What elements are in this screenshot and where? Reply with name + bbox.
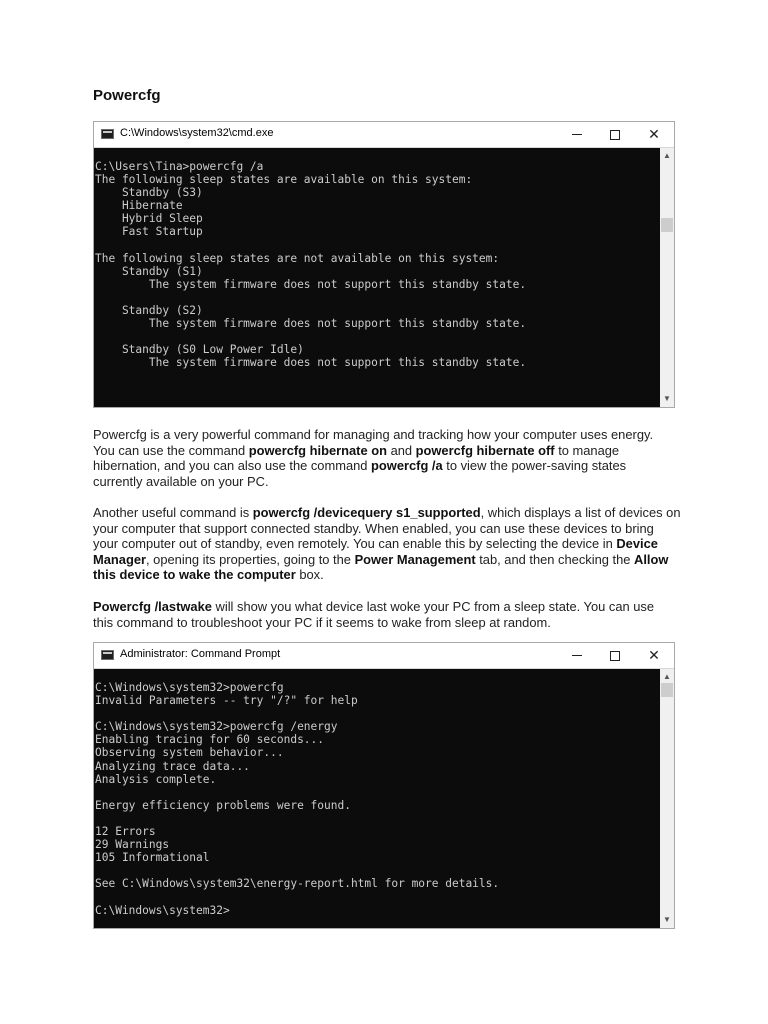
console-line xyxy=(95,812,660,825)
console-line: 12 Errors xyxy=(95,825,156,839)
device-manager-label: Device Manager xyxy=(93,536,658,567)
paragraph-powercfg-intro xyxy=(93,427,678,489)
console-line xyxy=(95,786,660,799)
console-line: Standby (S2) xyxy=(95,304,203,318)
text: to view the power-saving states currently available on your PC. xyxy=(93,458,627,489)
paragraph-devicequery xyxy=(93,505,681,583)
scroll-down-icon[interactable]: ▼ xyxy=(663,394,671,403)
console-line: Standby (S3) xyxy=(95,186,203,200)
console-line: C:\Users\Tina>powercfg /a xyxy=(95,160,264,173)
console-line: The system firmware does not support this standby state. xyxy=(95,317,527,331)
command-lastwake: Powercfg /lastwake xyxy=(93,599,212,614)
console-line: Hybrid Sleep xyxy=(95,212,203,226)
command-hibernate-on: powercfg hibernate on xyxy=(248,442,387,458)
scrollbar[interactable] xyxy=(660,669,674,928)
title-bar[interactable] xyxy=(94,122,674,148)
maximize-icon[interactable] xyxy=(604,646,626,664)
text: Powercfg is a very powerful command for managing and tracking how your computer uses energy. You can use the command xyxy=(93,427,654,458)
text: and xyxy=(386,442,416,458)
console-line: Analyzing trace data... xyxy=(95,759,250,773)
text: box. xyxy=(295,567,324,583)
power-management-label: Power Management xyxy=(354,551,476,567)
console-line xyxy=(95,330,660,343)
window-title: Administrator: Command Prompt xyxy=(120,648,281,660)
console-line: The following sleep states are available on this system: xyxy=(95,173,473,187)
console-line: Standby (S0 Low Power Idle) xyxy=(95,343,304,357)
window-title: C:\Windows\system32\cmd.exe xyxy=(120,127,274,139)
text: , which displays a list of devices on your computer that support connected standby. When enabled, you can use these devices to bring your computer out of standby, even remotely. You can enable this by selecting the device in xyxy=(93,505,681,552)
console-line: C:\Windows\system32>powercfg xyxy=(95,681,284,694)
cmd-window-1[interactable] xyxy=(93,121,675,408)
console-output[interactable] xyxy=(94,148,660,407)
scroll-thumb[interactable] xyxy=(661,683,673,697)
console-line: C:\Windows\system32> xyxy=(95,903,230,917)
minimize-icon[interactable] xyxy=(566,125,588,143)
cmd-icon xyxy=(101,129,114,139)
console-line xyxy=(95,707,660,720)
minimize-icon[interactable] xyxy=(566,646,588,664)
console-line: The system firmware does not support this standby state. xyxy=(95,356,527,370)
scrollbar[interactable] xyxy=(660,148,674,407)
text: to manage hibernation, and you can also use the command xyxy=(93,442,620,474)
command-hibernate-off: powercfg hibernate off xyxy=(415,442,555,458)
close-icon[interactable]: ✕ xyxy=(648,126,660,142)
console-line: Energy efficiency problems were found. xyxy=(95,798,351,812)
scroll-up-icon[interactable]: ▲ xyxy=(663,672,671,681)
cmd-icon xyxy=(101,650,114,660)
scroll-thumb[interactable] xyxy=(661,218,673,232)
console-line: Enabling tracing for 60 seconds... xyxy=(95,733,325,747)
close-icon[interactable]: ✕ xyxy=(648,647,660,663)
text: will show you what device last woke your PC from a sleep state. You can use this command to troubleshoot your PC if it seems to wake from sleep at random. xyxy=(93,599,655,630)
console-line: Observing system behavior... xyxy=(95,746,284,760)
command-devicequery: powercfg /devicequery s1_supported xyxy=(252,505,481,520)
console-line: Invalid Parameters -- try "/?" for help xyxy=(95,694,358,708)
console-line: 105 Informational xyxy=(95,851,210,865)
maximize-icon[interactable] xyxy=(604,125,626,143)
console-line xyxy=(95,291,660,304)
scroll-up-icon[interactable]: ▲ xyxy=(663,151,671,160)
console-line xyxy=(95,239,660,252)
title-bar[interactable] xyxy=(94,643,674,669)
console-line: Standby (S1) xyxy=(95,264,203,278)
console-line: Fast Startup xyxy=(95,225,203,239)
console-line: C:\Windows\system32>powercfg /energy xyxy=(95,720,338,734)
console-line: 29 Warnings xyxy=(95,838,170,852)
text: tab, and then checking the xyxy=(475,551,635,567)
console-line: Analysis complete. xyxy=(95,772,217,786)
console-line: Hibernate xyxy=(95,199,183,213)
allow-wake-label: Allow this device to wake the computer xyxy=(93,551,669,583)
console-line xyxy=(95,864,660,877)
text: , opening its properties, going to the xyxy=(146,551,355,567)
scroll-down-icon[interactable]: ▼ xyxy=(663,915,671,924)
console-line: The system firmware does not support this standby state. xyxy=(95,277,527,291)
text: Another useful command is xyxy=(93,505,253,520)
paragraph-lastwake xyxy=(93,599,665,630)
console-output[interactable] xyxy=(94,669,660,928)
cmd-window-2[interactable] xyxy=(93,642,675,929)
page-title: Powercfg xyxy=(93,87,161,104)
console-line: See C:\Windows\system32\energy-report.html for more details. xyxy=(95,877,500,891)
command-powercfg-a: powercfg /a xyxy=(371,458,443,474)
console-line xyxy=(95,891,660,904)
console-line: The following sleep states are not available on this system: xyxy=(95,251,500,265)
